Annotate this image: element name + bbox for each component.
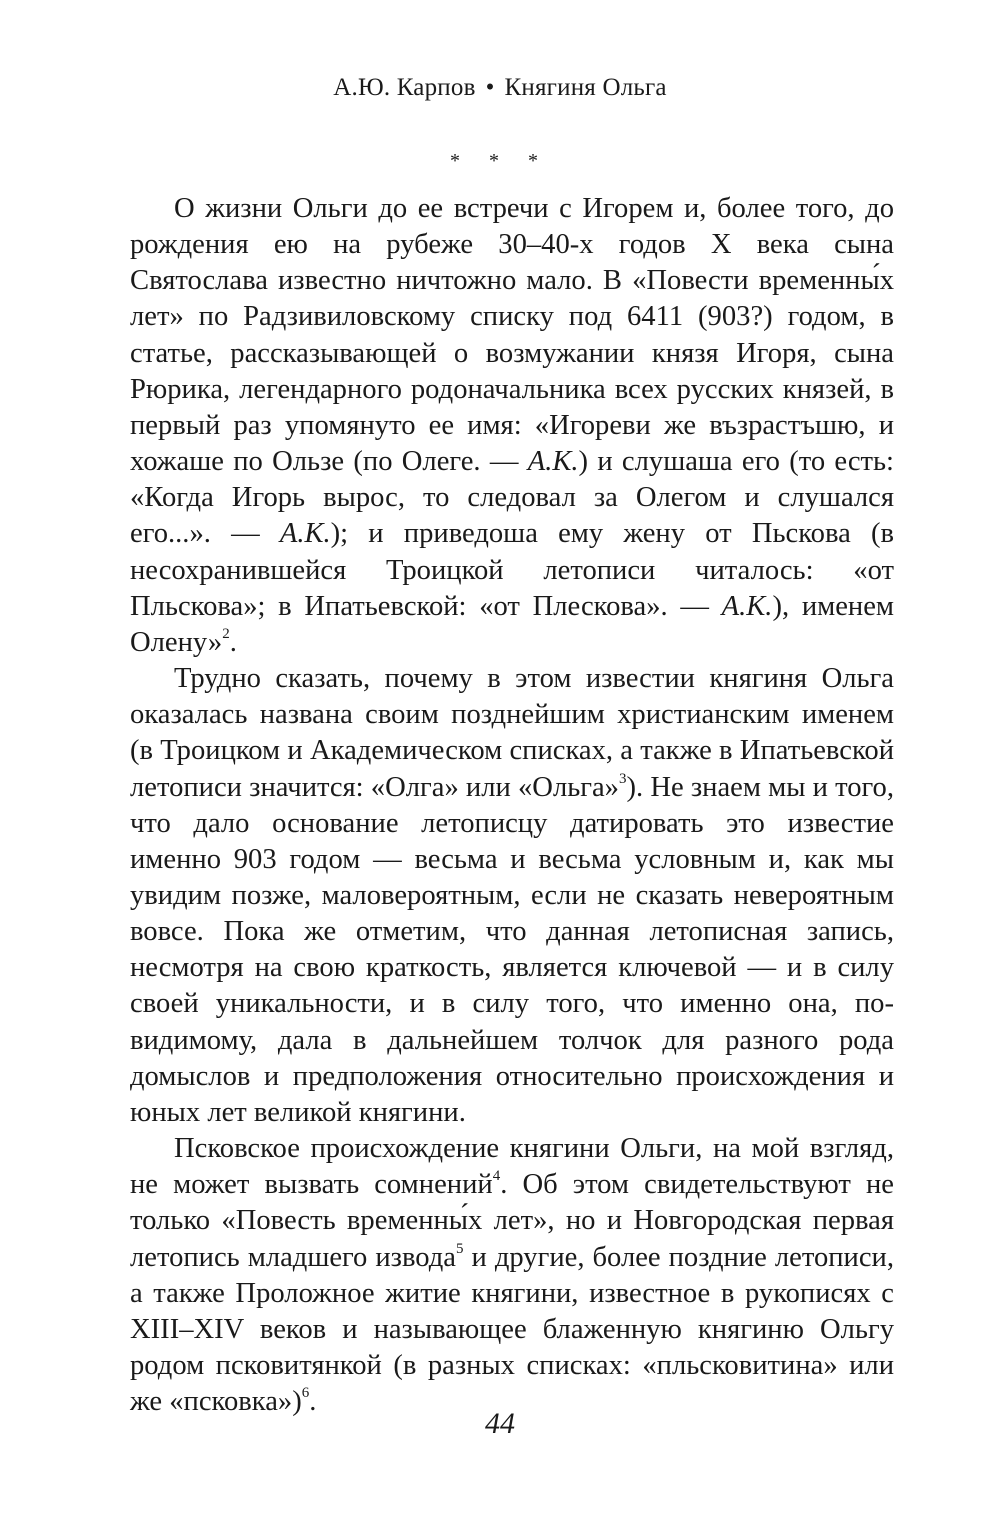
author-initials: А.К. (527, 446, 579, 478)
page-number: 44 (485, 1407, 515, 1440)
footnote-ref: 5 (456, 1240, 464, 1257)
author-initials: А.К. (721, 590, 773, 622)
section-asterism: * * * (450, 150, 550, 172)
header-author: А.Ю. Карпов (333, 74, 476, 101)
header-title: Княгиня Ольга (504, 74, 667, 101)
text-run: . (229, 626, 237, 658)
text-run: . Об этом свидетельствуют не только «Повесть временны́х лет», но и Новгородская первая летопись младшего извода (130, 1169, 894, 1273)
text-run: Трудно сказать, почему в этом известии княгиня Ольга оказалась названа своим позднейшим христианским именем (в Троицком и Академическом списках, а также в Ипатьевской летописи значится: «Олга» или «Ольга» (130, 663, 894, 803)
paragraph (130, 1131, 894, 1420)
paragraph (130, 661, 894, 1131)
body-text (130, 191, 894, 1420)
text-run: ); и приведоша ему жену от Пьскова (в несохранившейся Троицкой летописи читалось: «от Пльскова»; в Ипатьевской: «от Плескова». — (130, 518, 894, 622)
text-run: ) и слушаша его (то есть: «Когда Игорь вырос, то следовал за Олегом и слушался его...». — (130, 446, 894, 550)
footnote-ref: 4 (492, 1168, 501, 1185)
footnote-ref: 3 (618, 770, 627, 787)
text-run: О жизни Ольги до ее встречи с Игорем и, более того, до рождения ею на рубеже 30–40-х годов X века сына Святослава известно ничтожно мало. В «Повести временны́х лет» по Радзивиловскому списку под 6411 (903?) годом, в статье, рассказывающей о возмужании князя Игоря, сына Рюрика, легендарного родоначальника всех русских князей, в первый раз упомянуто ее имя: «Игореви же възрастъшю, и хожаше по Ользе (по Олеге. — (130, 193, 894, 478)
text-run: ), именем Олену» (130, 590, 894, 658)
footnote-ref: 6 (301, 1385, 310, 1402)
header-separator: • (485, 74, 495, 101)
text-run: ). Не знаем мы и того, что дало основание летописцу датировать это известие именно 903 годом — весьма и весьма условным и, как мы увидим позже, маловероятным, если не сказать невероятным вовсе. Пока же отметим, что данная летописная запись, несмотря на свою краткость, является ключевой — и в силу своей уникальности, и в силу того, что именно она, по-видимому, дала в дальнейшем толчок для разного рода домыслов и предположения относительно происхождения и юных лет великой княгини. (130, 771, 894, 1128)
author-initials: А.К. (279, 518, 331, 550)
paragraph (130, 191, 894, 661)
running-header (0, 74, 1000, 102)
text-run: . (309, 1386, 317, 1418)
text-run: и другие, более поздние летописи, а также Проложное житие княгини, известное в рукописях с XIII–XIV веков и называющее блаженную княгиню Ольгу родом псковитянкой (в разных списках: «пльсковитина» или же «псковка») (130, 1241, 894, 1418)
text-run: Псковское происхождение княгини Ольги, на мой взгляд, не может вызвать сомнений (130, 1133, 894, 1201)
footnote-ref: 2 (222, 625, 230, 642)
